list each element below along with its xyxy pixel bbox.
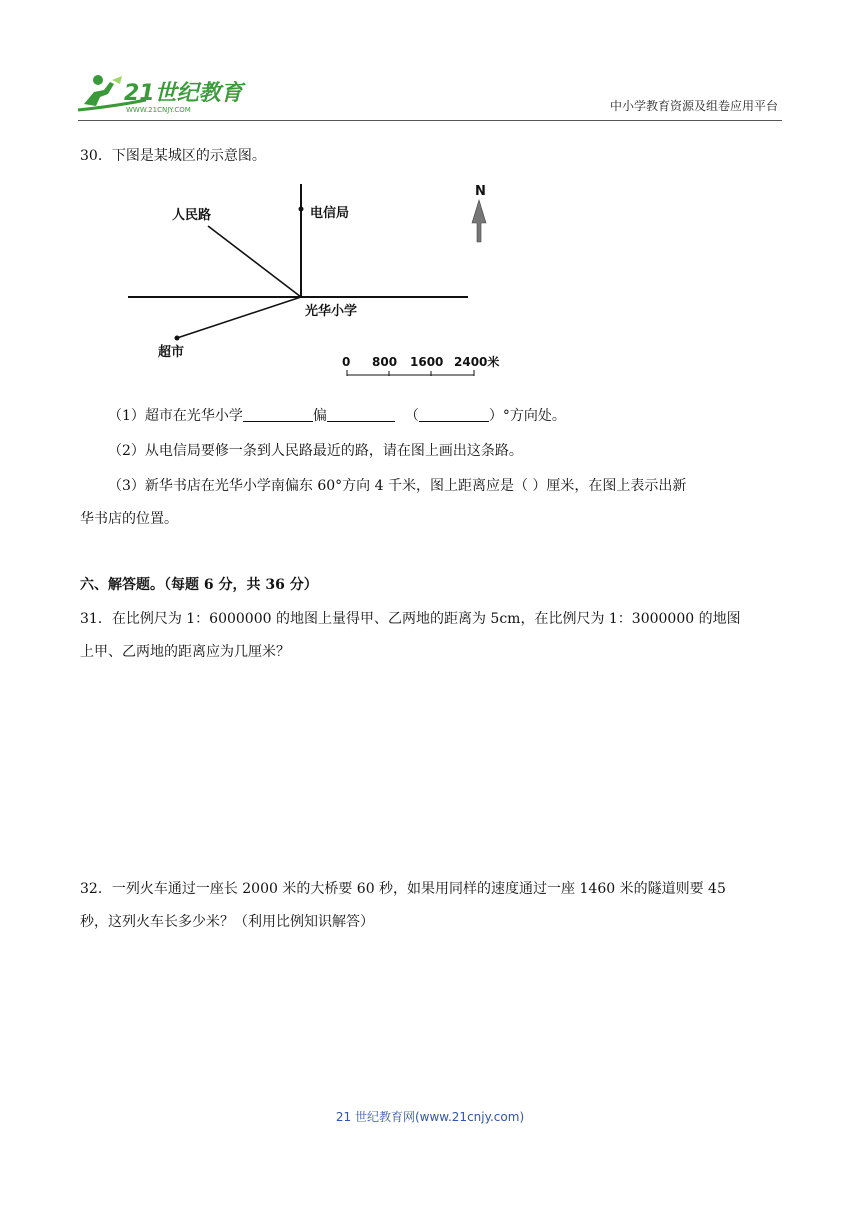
question-30-title: 30．下图是某城区的示意图。 [80,148,266,164]
question-30-part-3-line-2: 华书店的位置。 [80,511,178,527]
supermarket-label: 超市 [158,345,185,360]
section-6-title: 六、解答题。（每题 6 分，共 36 分） [80,577,318,593]
scale-label-1600: 1600 [410,355,444,369]
page-footer: 21 世纪教育网(www.21cnjy.com) [335,1110,525,1124]
map-scale-bar [342,354,499,376]
header-divider [78,120,782,121]
answer-blank-angle[interactable] [419,407,489,422]
question-32-line-1: 32．一列火车通过一座长 2000 米的大桥要 60 秒，如果用同样的速度通过一座 1460 米的隧道则要 45 [80,881,726,897]
supermarket-point [175,336,180,341]
scale-label-2400: 2400米 [454,355,500,369]
logo-url: WWW.21CNJY.COM [126,106,191,114]
school-label: 光华小学 [305,304,358,319]
scale-label-800: 800 [372,355,398,369]
road-to-supermarket [177,297,301,338]
question-31-line-1: 31．在比例尺为 1：6000000 的地图上量得甲、乙两地的距离为 5cm，在比例尺为 1：3000000 的地图 [80,611,741,627]
question-30-part-1 [108,407,566,425]
question-31-line-2: 上甲、乙两地的距离应为几厘米？ [80,644,290,660]
platform-name: 中小学教育资源及组卷应用平台 [609,99,778,113]
part-1-text-c: （ [404,408,419,424]
telecom-label: 电信局 [310,206,350,221]
renmin-road-line [208,226,301,297]
question-32-line-2: 秒，这列火车长多少米？（利用比例知识解答） [80,914,374,930]
renmin-road-label: 人民路 [172,208,212,223]
question-30-part-3-line-1: （3）新华书店在光华小学南偏东 60°方向 4 千米，图上距离应是（ ）厘米，在图上表示出新 [108,478,687,494]
logo-text: 21世纪教育 [124,81,243,106]
part-1-text-b: 偏 [312,408,327,424]
north-arrow-icon [472,184,486,242]
part-1-text-d: ）°方向处。 [488,408,566,424]
north-label: N [475,184,486,199]
question-30-part-2: （2）从电信局要修一条到人民路最近的路，请在图上画出这条路。 [108,443,523,459]
answer-blank-direction-2[interactable] [327,407,395,422]
scale-label-0: 0 [342,355,351,369]
answer-blank-direction-1[interactable] [243,407,313,422]
site-logo [76,70,256,116]
city-map-diagram [120,178,540,382]
part-1-text-a: （1）超市在光华小学 [108,408,243,424]
telecom-point [299,207,304,212]
